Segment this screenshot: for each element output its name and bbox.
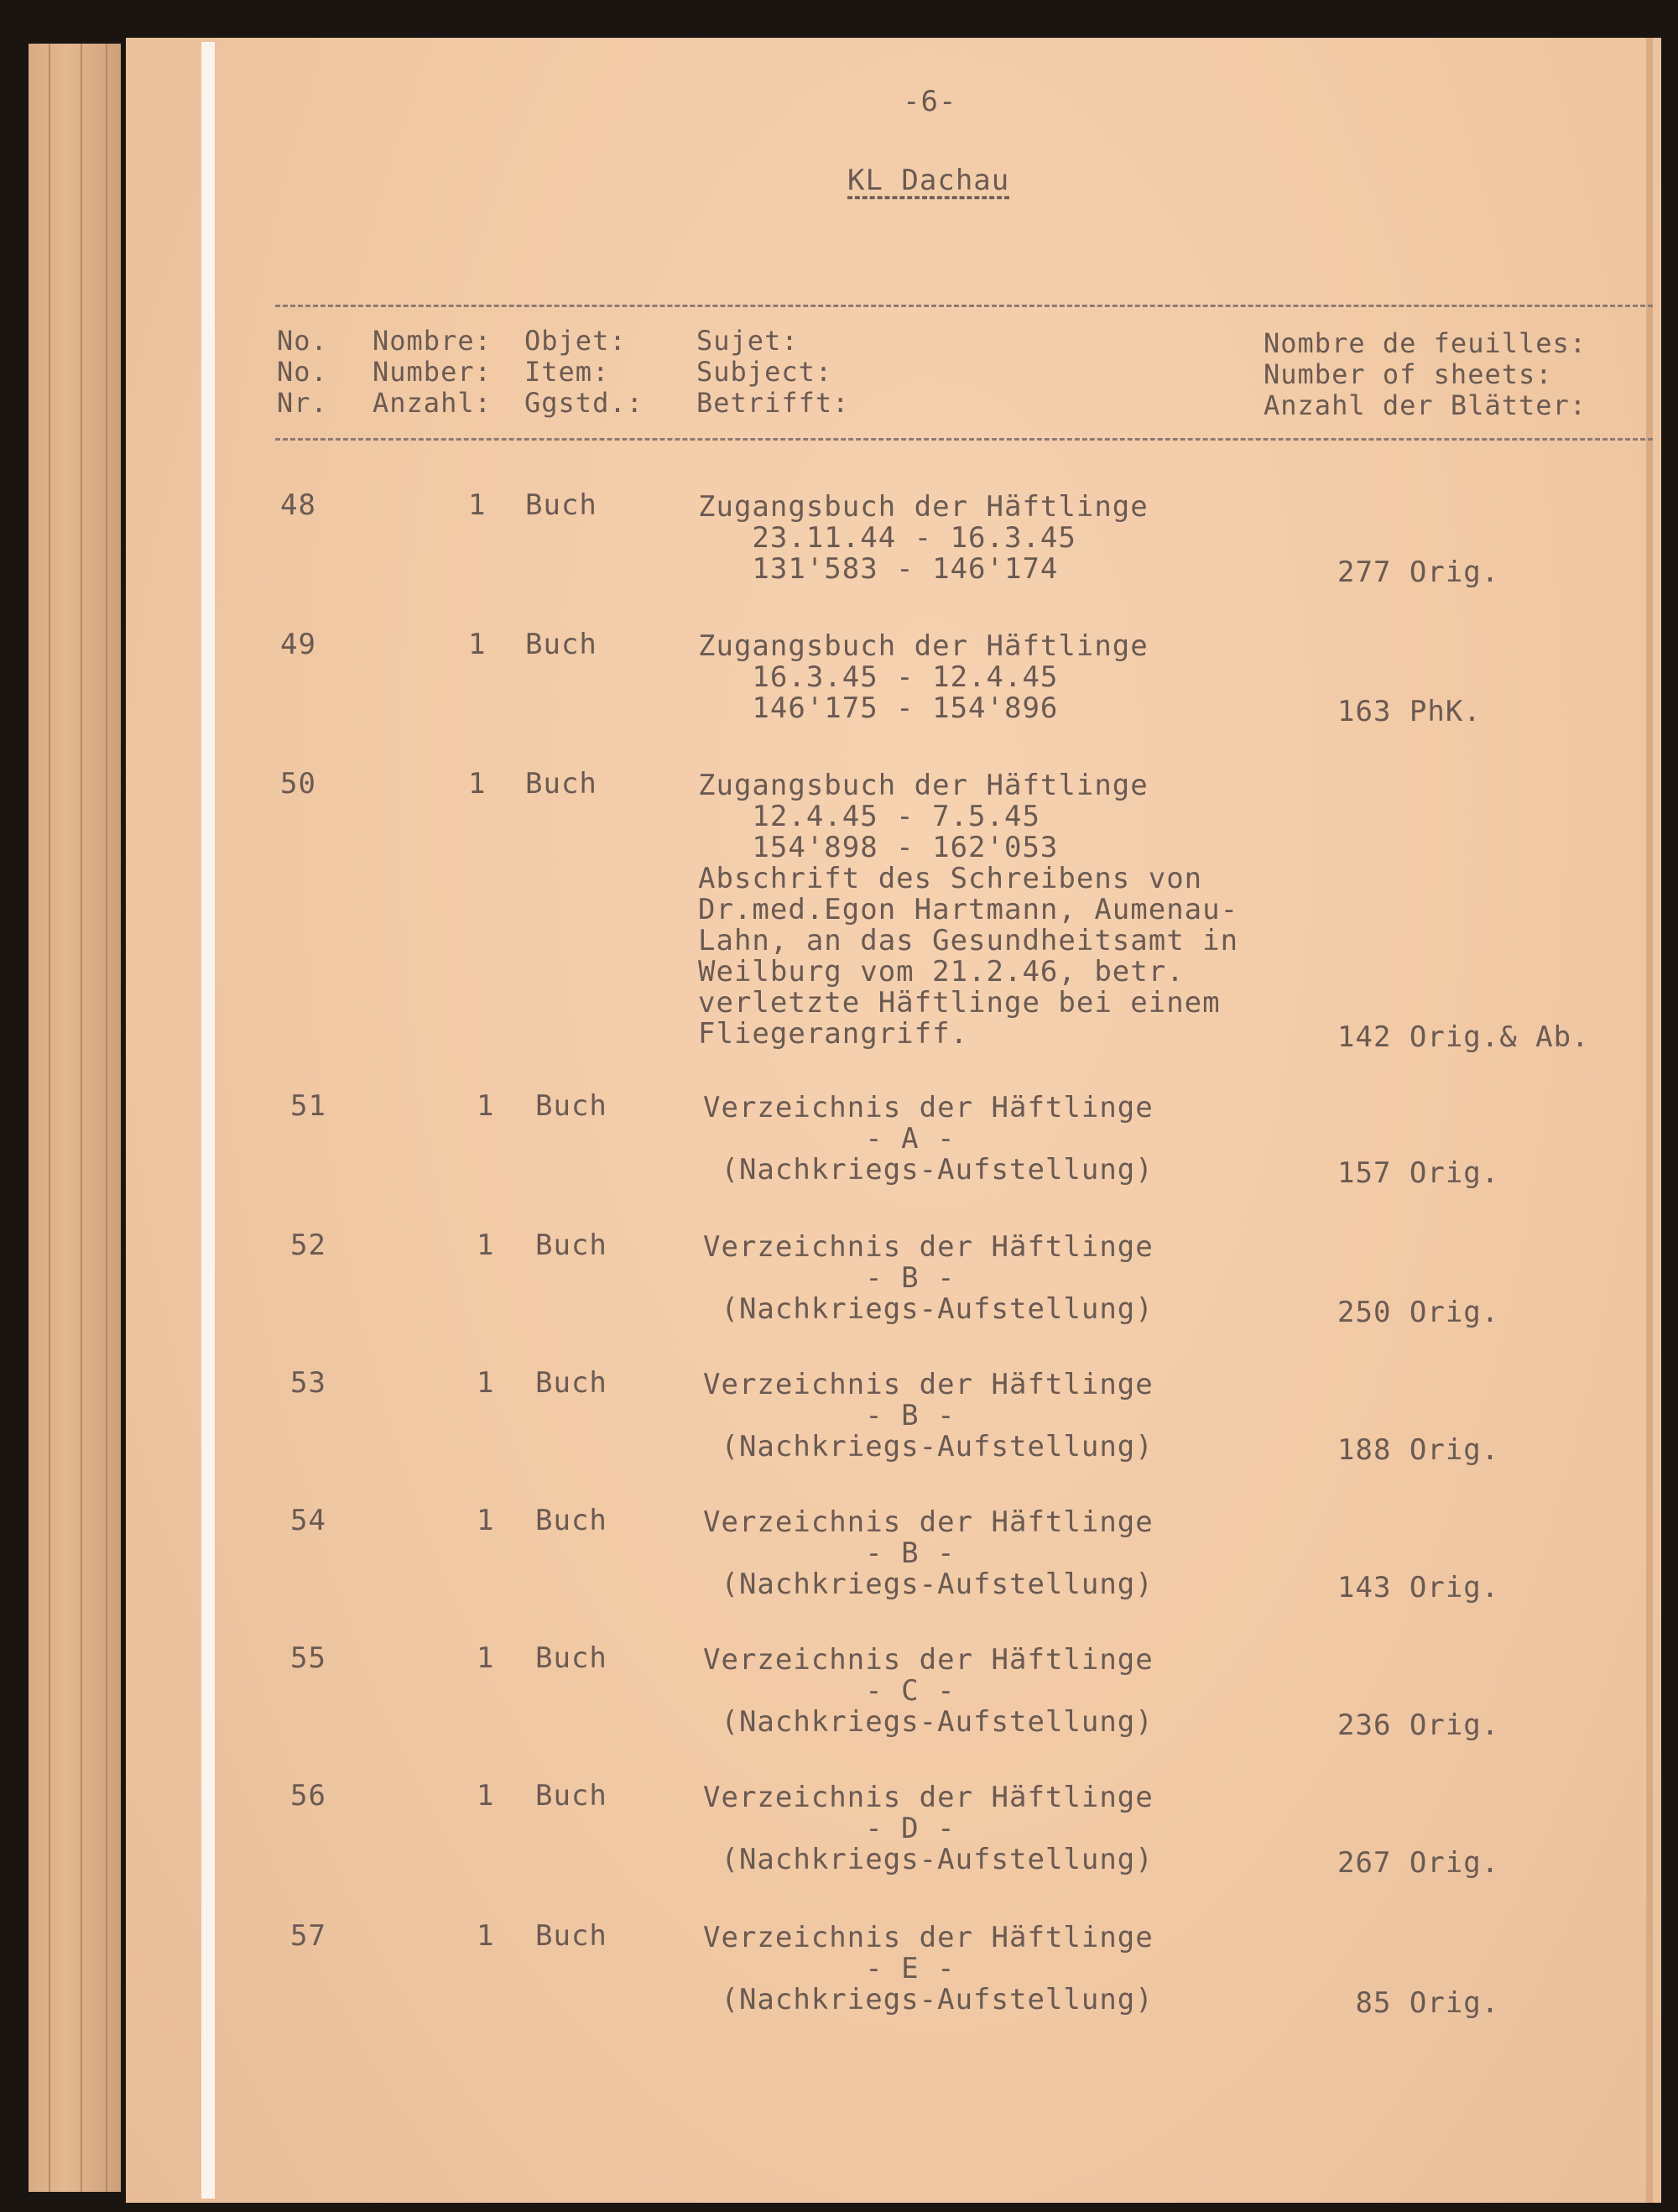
entry-subject-line: Verzeichnis der Häftlinge xyxy=(703,1781,1154,1814)
header-top-rule xyxy=(275,305,1653,307)
entry-subject-line: Verzeichnis der Häftlinge xyxy=(703,1091,1154,1124)
entry-subject-line: 12.4.45 - 7.5.45 xyxy=(698,800,1040,833)
entry-subject-line: (Nachkriegs-Aufstellung) xyxy=(703,1430,1154,1463)
header-sheets-de: Anzahl der Blätter: xyxy=(1264,389,1587,421)
entry-number: 56 xyxy=(290,1779,326,1813)
entry-quantity: 1 xyxy=(468,488,487,522)
entry-quantity: 1 xyxy=(477,1504,495,1537)
header-item-fr: Objet: xyxy=(524,325,627,357)
entry-sheets: 143 Orig. xyxy=(1337,1571,1500,1604)
entry-subject-line: 131'583 - 146'174 xyxy=(698,552,1059,586)
entry-subject-line: - B - xyxy=(703,1399,956,1432)
entry-item: Buch xyxy=(535,1779,607,1813)
header-no-en: No. xyxy=(277,356,328,388)
header-no-fr: No. xyxy=(277,325,328,357)
entry-sheets: 250 Orig. xyxy=(1337,1296,1500,1329)
entry-number: 52 xyxy=(290,1229,326,1262)
page-title: KL Dachau xyxy=(847,164,1010,197)
entry-subject-line: (Nachkriegs-Aufstellung) xyxy=(703,1705,1154,1739)
header-subject-en: Subject: xyxy=(696,356,833,388)
header-subject-de: Betrifft: xyxy=(696,387,850,419)
entry-quantity: 1 xyxy=(477,1366,495,1400)
entry-quantity: 1 xyxy=(477,1779,495,1813)
entry-subject-line: Lahn, an das Gesundheitsamt in xyxy=(698,924,1239,957)
entry-sheets: 157 Orig. xyxy=(1337,1156,1500,1190)
entry-subject-line: 23.11.44 - 16.3.45 xyxy=(698,521,1076,555)
entry-item: Buch xyxy=(525,628,597,661)
header-sheets-fr: Nombre de feuilles: xyxy=(1264,327,1587,359)
entry-subject-line: Fliegerangriff. xyxy=(698,1017,969,1051)
entry-subject-line: Verzeichnis der Häftlinge xyxy=(703,1368,1154,1401)
header-no-de: Nr. xyxy=(277,387,328,419)
header-number-de: Anzahl: xyxy=(373,387,492,419)
entry-subject-line: Weilburg vom 21.2.46, betr. xyxy=(698,955,1185,989)
entry-item: Buch xyxy=(535,1641,607,1675)
entry-subject-line: Verzeichnis der Häftlinge xyxy=(703,1505,1154,1539)
entry-subject-line: (Nachkriegs-Aufstellung) xyxy=(703,1292,1154,1326)
entry-subject-line: verletzte Häftlinge bei einem xyxy=(698,986,1221,1020)
page-right-edge xyxy=(1646,38,1653,2203)
entry-subject-line: Zugangsbuch der Häftlinge xyxy=(698,629,1149,663)
entry-quantity: 1 xyxy=(468,767,487,801)
entry-subject-line: Zugangsbuch der Häftlinge xyxy=(698,490,1149,524)
entry-sheets: 267 Orig. xyxy=(1337,1846,1500,1880)
page-number: -6- xyxy=(903,85,957,118)
entry-quantity: 1 xyxy=(477,1919,495,1953)
entry-subject-line: - B - xyxy=(703,1536,956,1570)
entry-subject-line: Zugangsbuch der Häftlinge xyxy=(698,769,1149,802)
entry-item: Buch xyxy=(535,1229,607,1262)
white-divider-strip xyxy=(201,42,215,2199)
entry-subject-line: Dr.med.Egon Hartmann, Aumenau- xyxy=(698,893,1239,926)
entry-number: 55 xyxy=(290,1641,326,1675)
entry-sheets: 142 Orig.& Ab. xyxy=(1337,1020,1590,1054)
entry-subject-line: - C - xyxy=(703,1674,956,1708)
page-edge-line xyxy=(81,44,82,2192)
entry-subject-line: Abschrift des Schreibens von xyxy=(698,862,1203,895)
header-item-de: Ggstd.: xyxy=(524,387,644,419)
entry-subject-line: 154'898 - 162'053 xyxy=(698,831,1059,864)
entry-number: 50 xyxy=(280,767,316,801)
entry-number: 57 xyxy=(290,1919,326,1953)
entry-item: Buch xyxy=(535,1919,607,1953)
entry-subject-line: (Nachkriegs-Aufstellung) xyxy=(703,1153,1154,1187)
header-number-fr: Nombre: xyxy=(373,325,492,357)
entry-subject-line: - E - xyxy=(703,1952,956,1985)
entry-subject-line: - B - xyxy=(703,1261,956,1295)
entry-sheets: 188 Orig. xyxy=(1337,1433,1500,1467)
entry-item: Buch xyxy=(525,488,597,522)
entry-subject-line: 16.3.45 - 12.4.45 xyxy=(698,660,1059,694)
entry-sheets: 85 Orig. xyxy=(1337,1986,1500,2020)
entry-subject-line: 146'175 - 154'896 xyxy=(698,691,1059,725)
page-edge-line xyxy=(49,44,50,2192)
entry-subject-line: (Nachkriegs-Aufstellung) xyxy=(703,1843,1154,1876)
page-edge-line xyxy=(106,44,107,2192)
entry-subject-line: - A - xyxy=(703,1122,956,1156)
entry-quantity: 1 xyxy=(468,628,487,661)
header-number-en: Number: xyxy=(373,356,492,388)
entry-item: Buch xyxy=(535,1366,607,1400)
entry-sheets: 277 Orig. xyxy=(1337,556,1500,589)
entry-subject-line: - D - xyxy=(703,1812,956,1845)
entry-sheets: 163 PhK. xyxy=(1337,695,1482,728)
entry-subject-line: Verzeichnis der Häftlinge xyxy=(703,1230,1154,1264)
entry-number: 51 xyxy=(290,1089,326,1123)
entry-item: Buch xyxy=(535,1504,607,1537)
entry-quantity: 1 xyxy=(477,1089,495,1123)
entry-subject-line: Verzeichnis der Häftlinge xyxy=(703,1643,1154,1677)
entry-item: Buch xyxy=(535,1089,607,1123)
entry-number: 54 xyxy=(290,1504,326,1537)
header-item-en: Item: xyxy=(524,356,610,388)
entry-subject-line: Verzeichnis der Häftlinge xyxy=(703,1921,1154,1954)
document-page xyxy=(215,38,1653,2203)
entry-number: 53 xyxy=(290,1366,326,1400)
header-subject-fr: Sujet: xyxy=(696,325,799,357)
entry-quantity: 1 xyxy=(477,1229,495,1262)
entry-sheets: 236 Orig. xyxy=(1337,1709,1500,1742)
header-sheets-en: Number of sheets: xyxy=(1264,358,1553,390)
entry-number: 48 xyxy=(280,488,316,522)
entry-quantity: 1 xyxy=(477,1641,495,1675)
entry-subject-line: (Nachkriegs-Aufstellung) xyxy=(703,1983,1154,2016)
entry-item: Buch xyxy=(525,767,597,801)
entry-subject-line: (Nachkriegs-Aufstellung) xyxy=(703,1568,1154,1601)
entry-number: 49 xyxy=(280,628,316,661)
header-bottom-rule xyxy=(275,438,1653,441)
